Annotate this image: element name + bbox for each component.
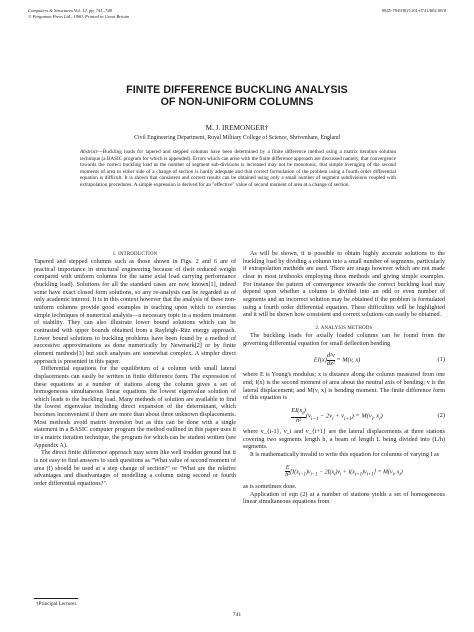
paragraph: Differential equations for the equilibrium of a column with small lateral displacements can easily be written in finite difference form. The expression of these equations at a number of stations along the column gives a set of homogeneous simultaneous linear equations the lowest eigenvalue solution of which leads to the buckling load. Many methods of solution are available to find the lowest eigenvalue including direct expansion of the determinant, which becomes inconvenient if there are more than about three unknown displacements. Most methods avoid matrix inversion but as this can be done with a single statement in a BASIC computer program the method outlined in this paper uses it in a matrix iteration technique, the program for which can be student written (see Appendix A). bbox=[34, 366, 236, 449]
journal-citation: Computers & Structures Vol. 12, pp. 741–748 bbox=[28, 8, 112, 13]
paragraph: where E is Young's modulus; x is distance along the column measured from one end; I(x) is the second moment of area about the neutral axis of bending; v is the lateral displacement; and M(v, x) is bending moment. The finite difference form of this equation is bbox=[243, 372, 445, 402]
paragraph: Application of eqn (2) at a number of stations yields a set of homogeneous linear simultaneous equations from bbox=[243, 491, 445, 506]
paragraph: where v_{i-1}, v_i and v_{i+1} are the lateral displacements at three stations covering two segments length h, a beam of length L being divided into (L/h) segments. bbox=[243, 429, 445, 451]
paper-title bbox=[0, 84, 474, 108]
abstract bbox=[80, 149, 396, 188]
fraction: $\frac{EI(x_i)}{\text{h²}}$ bbox=[291, 406, 306, 424]
journal-header bbox=[28, 8, 129, 19]
fraction: $\frac{\text{d²v}}{\text{dx²}}$ bbox=[326, 352, 335, 367]
footnote-rule bbox=[34, 598, 78, 599]
paragraph: Tapered and stepped columns such as those shown in Figs. 2 and 6 are of practical importance in structural engineering because of their reduced weight compared with uniform columns for the same axial load carrying performance (buckling load). Solutions for all the standard cases are now known[1], indeed some have exact closed form solutions, so any re-analysis can be regarded as of only academic interest. It is in this context however that the analysis of these non-uniform columns provide good examples in teaching upon which to exercise simple techniques of numerical analysis—a necessary topic in a modern treatment of stability. They can also illustrate lower bound solutions which can be contrasted with upper bounds obtained from a Rayleigh–Ritz energy approach. Lower bound solutions to buckling problems have been found by a method of successive approximations as done numerically by Newmark[2] or by finite element methods[3] but such analyses are somewhat complex. A simpler direct approach is presented in this paper. bbox=[34, 259, 236, 365]
equation-invalid-form bbox=[243, 465, 445, 479]
equation-1-body: EI(x) $\frac{\text{d²v}}{\text{dx²}}$ = M(v, x) bbox=[313, 352, 361, 367]
publisher-line: © Pergamon Press Ltd., 1980. Printed in Great Britain bbox=[28, 13, 130, 19]
equation-2 bbox=[243, 408, 445, 424]
fraction: $\frac{E}{\text{h²}}$ bbox=[285, 464, 290, 479]
author-name: M. J. IREMONGER† bbox=[205, 124, 269, 132]
equation-2-body: $\frac{EI(x_i)}{\text{h²}}$ $(v_{i-1} - 2v_i + v_{i+1}) = M(v_i$, $x_i$) bbox=[291, 406, 383, 424]
title-line-1: FINITE DIFFERENCE BUCKLING ANALYSIS bbox=[126, 84, 348, 96]
paragraph: The direct finite difference approach may seem like well trodden ground but it is not easy to find answers to such questions as "What value of second moment of area (I) should be used at a step change of section?" or "What are the relative advantages and disadvantages of modelling a column using second or fourth order differential equations?". bbox=[34, 450, 236, 488]
equation-invalid-form-body: $\frac{E}{\text{h²}}$ $[I(x_{i-1})v_{i-1} - 2I(x_i)v_i + I(x_{i+1})v_{i+1}] = M(v_i$, $x_i$) bbox=[285, 464, 403, 479]
abstract-label: Abstract bbox=[80, 149, 98, 155]
abstract-text: —Buckling loads for tapered and stepped columns have been determined by a finite difference method using a matrix iteration solution technique (a BASIC program for which is appended). Errors which can arise with the finite difference approach are discussed namely, that convergence towards the correct buckling load as the number of segment sub-divisions is increased may not be monotonic, that simple averaging of the second moments of area to either side of a change of section is hardly adequate and that correct formulation of the problem using a fourth order differential equation is difficult. It is shown that consistent and correct results can be obtained using only a small number of segment subdivisions coupled with extrapolation procedures. A simple expression is derived for an "effective" value of second moment of area at a change of section. bbox=[80, 149, 396, 188]
title-line-2: OF NON-UNIFORM COLUMNS bbox=[160, 96, 314, 108]
section-heading-introduction: 1. INTRODUCTION bbox=[112, 252, 158, 257]
equation-number: (2) bbox=[437, 412, 445, 420]
paragraph: As will be shown, it is possible to obtain highly accurate solutions to the buckling load by dividing a column into a small number of segments, particularly if extrapolation methods are used. There are snags however which are not made clear in most textbooks employing these methods and giving simple examples. For instance the pattern of convergence towards the correct buckling load may depend upon whether a column is divided into an odd or even number of segments and an incorrect solution may be obtained if the problem is formulated using a fourth order differential equation. These difficulties will be highlighted and it will be shown how consistent and correct solutions can easily be obtained. bbox=[243, 251, 445, 319]
author-affiliation: Civil Engineering Department, Royal Military College of Science, Shrivenham, England bbox=[134, 135, 340, 141]
equation-number: (1) bbox=[437, 356, 445, 364]
paragraph: The buckling loads for axially loaded columns can be found from the governing differential equation for small deflection bending bbox=[243, 332, 445, 347]
footnote: †Principal Lecturer. bbox=[36, 601, 78, 607]
paragraph: It is mathematically invalid to write this equation for columns of varying I as bbox=[250, 452, 440, 459]
equation-1 bbox=[243, 353, 445, 367]
article-code: 0045-7949/80/1101-0741/$02.00/0 bbox=[381, 8, 446, 13]
left-column bbox=[34, 251, 236, 489]
paragraph: as is sometimes done. bbox=[243, 483, 297, 490]
right-column bbox=[243, 251, 445, 507]
section-heading-analysis-methods: 2. ANALYSIS METHODS bbox=[315, 325, 373, 331]
page-number: 741 bbox=[232, 612, 242, 618]
